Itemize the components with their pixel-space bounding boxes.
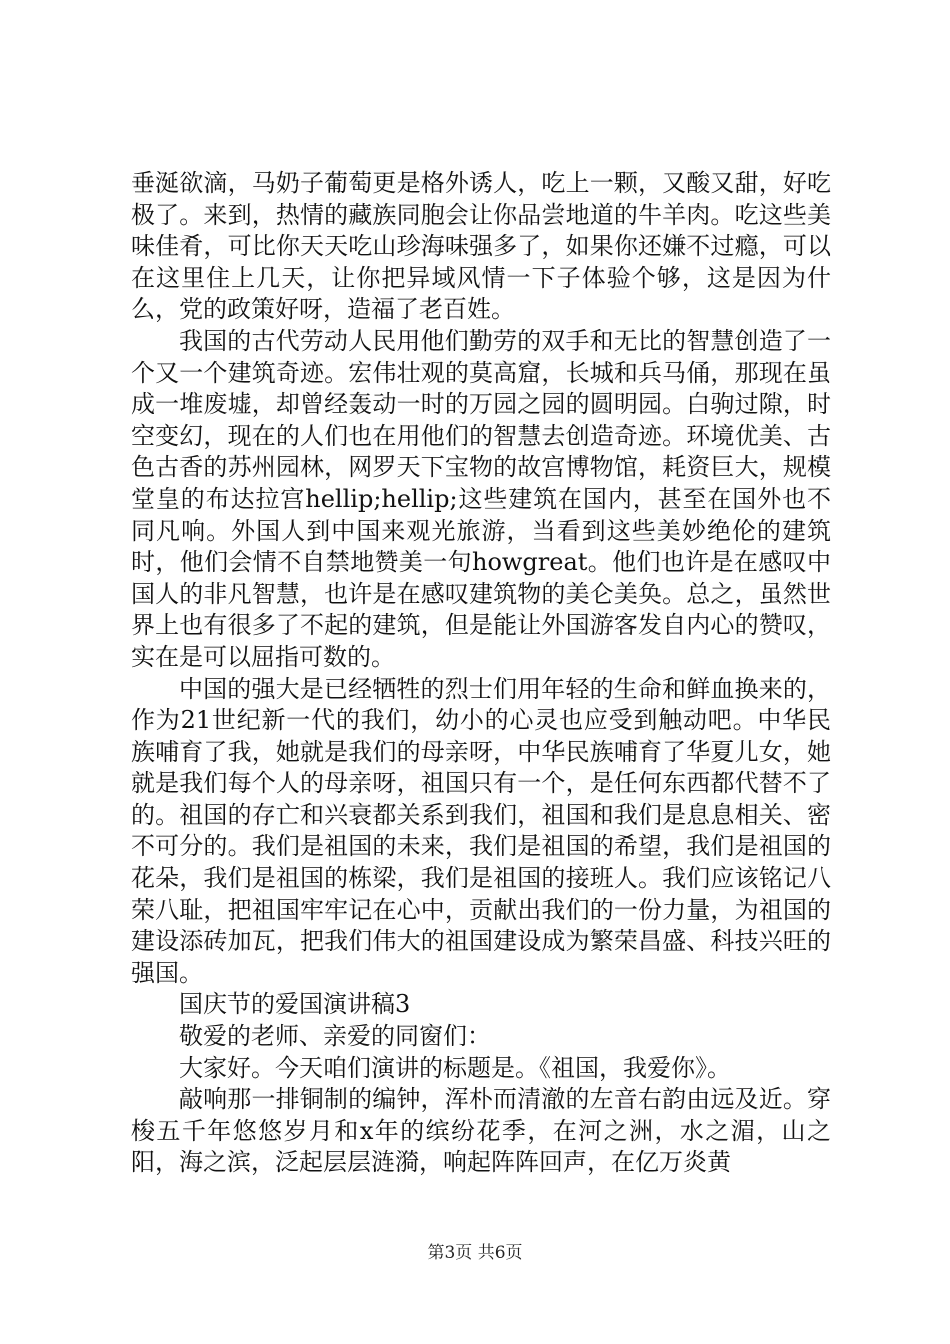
page-number-footer: 第3页 共6页 bbox=[427, 1243, 523, 1263]
speech-heading: 国庆节的爱国演讲稿3 bbox=[179, 990, 411, 1019]
paragraph-architecture: 我国的古代劳动人民用他们勤劳的双手和无比的智慧创造了一个又一个建筑奇迹。宏伟壮观的莫高窟，长城和兵马俑，那现在虽成一堆废墟，却曾经轰动一时的万园之园的圆明园。白驹过隙，时空变幻，现在的人们也在用他们的智慧去创造奇迹。环境优美、古色古香的苏州园林，网罗天下宝物的故宫博物馆，耗资巨大，规模堂皇的布达拉宫hellip;hellip;这些建筑在国内，甚至在国外也不同凡响。外国人到中国来观光旅游，当看到这些美妙绝伦的建筑时，他们会情不自禁地赞美一句howgreat。他们也许是在感叹中国人的非凡智慧，也许是在感叹建筑物的美仑美奂。总之，虽然世界上也有很多了不起的建筑，但是能让外国游客发自内心的赞叹，实在是可以屈指可数的。 bbox=[131, 326, 831, 671]
paragraph-motherland: 中国的强大是已经牺牲的烈士们用年轻的生命和鲜血换来的，作为21世纪新一代的我们，幼小的心灵也应受到触动吧。中华民族哺育了我，她就是我们的母亲呀，中华民族哺育了华夏儿女，她就是我们每个人的母亲呀，祖国只有一个，是任何东西都代替不了的。祖国的存亡和兴衰都关系到我们，祖国和我们是息息相关、密不可分的。我们是祖国的未来，我们是祖国的希望，我们是祖国的花朵，我们是祖国的栋梁，我们是祖国的接班人。我们应该铭记八荣八耻，把祖国牢牢记在心中，贡献出我们的一份力量，为祖国的建设添砖加瓦，把我们伟大的祖国建设成为繁荣昌盛、科技兴旺的强国。 bbox=[131, 674, 831, 987]
document-body bbox=[131, 168, 831, 1179]
paragraph-continuation: 垂涎欲滴，马奶子葡萄更是格外诱人，吃上一颗，又酸又甜，好吃极了。来到，热情的藏族同胞会让你品尝地道的牛羊肉。吃这些美味佳肴，可比你天天吃山珍海味强多了，如果你还嫌不过瘾，可以在这里住上几天，让你把异域风情一下子体验个够，这是因为什么，党的政策好呀，造福了老百姓。 bbox=[131, 169, 831, 324]
speech-salutation: 敬爱的老师、亲爱的同窗们： bbox=[179, 1022, 491, 1051]
speech-greeting: 大家好。今天咱们演讲的标题是。《祖国，我爱你》。 bbox=[179, 1053, 731, 1082]
paragraph-bells: 敲响那一排铜制的编钟，浑朴而清澈的左音右韵由远及近。穿梭五千年悠悠岁月和x年的缤纷花季，在河之洲，水之湄，山之阳，海之滨，泛起层层涟漪，响起阵阵回声，在亿万炎黄 bbox=[131, 1085, 831, 1177]
